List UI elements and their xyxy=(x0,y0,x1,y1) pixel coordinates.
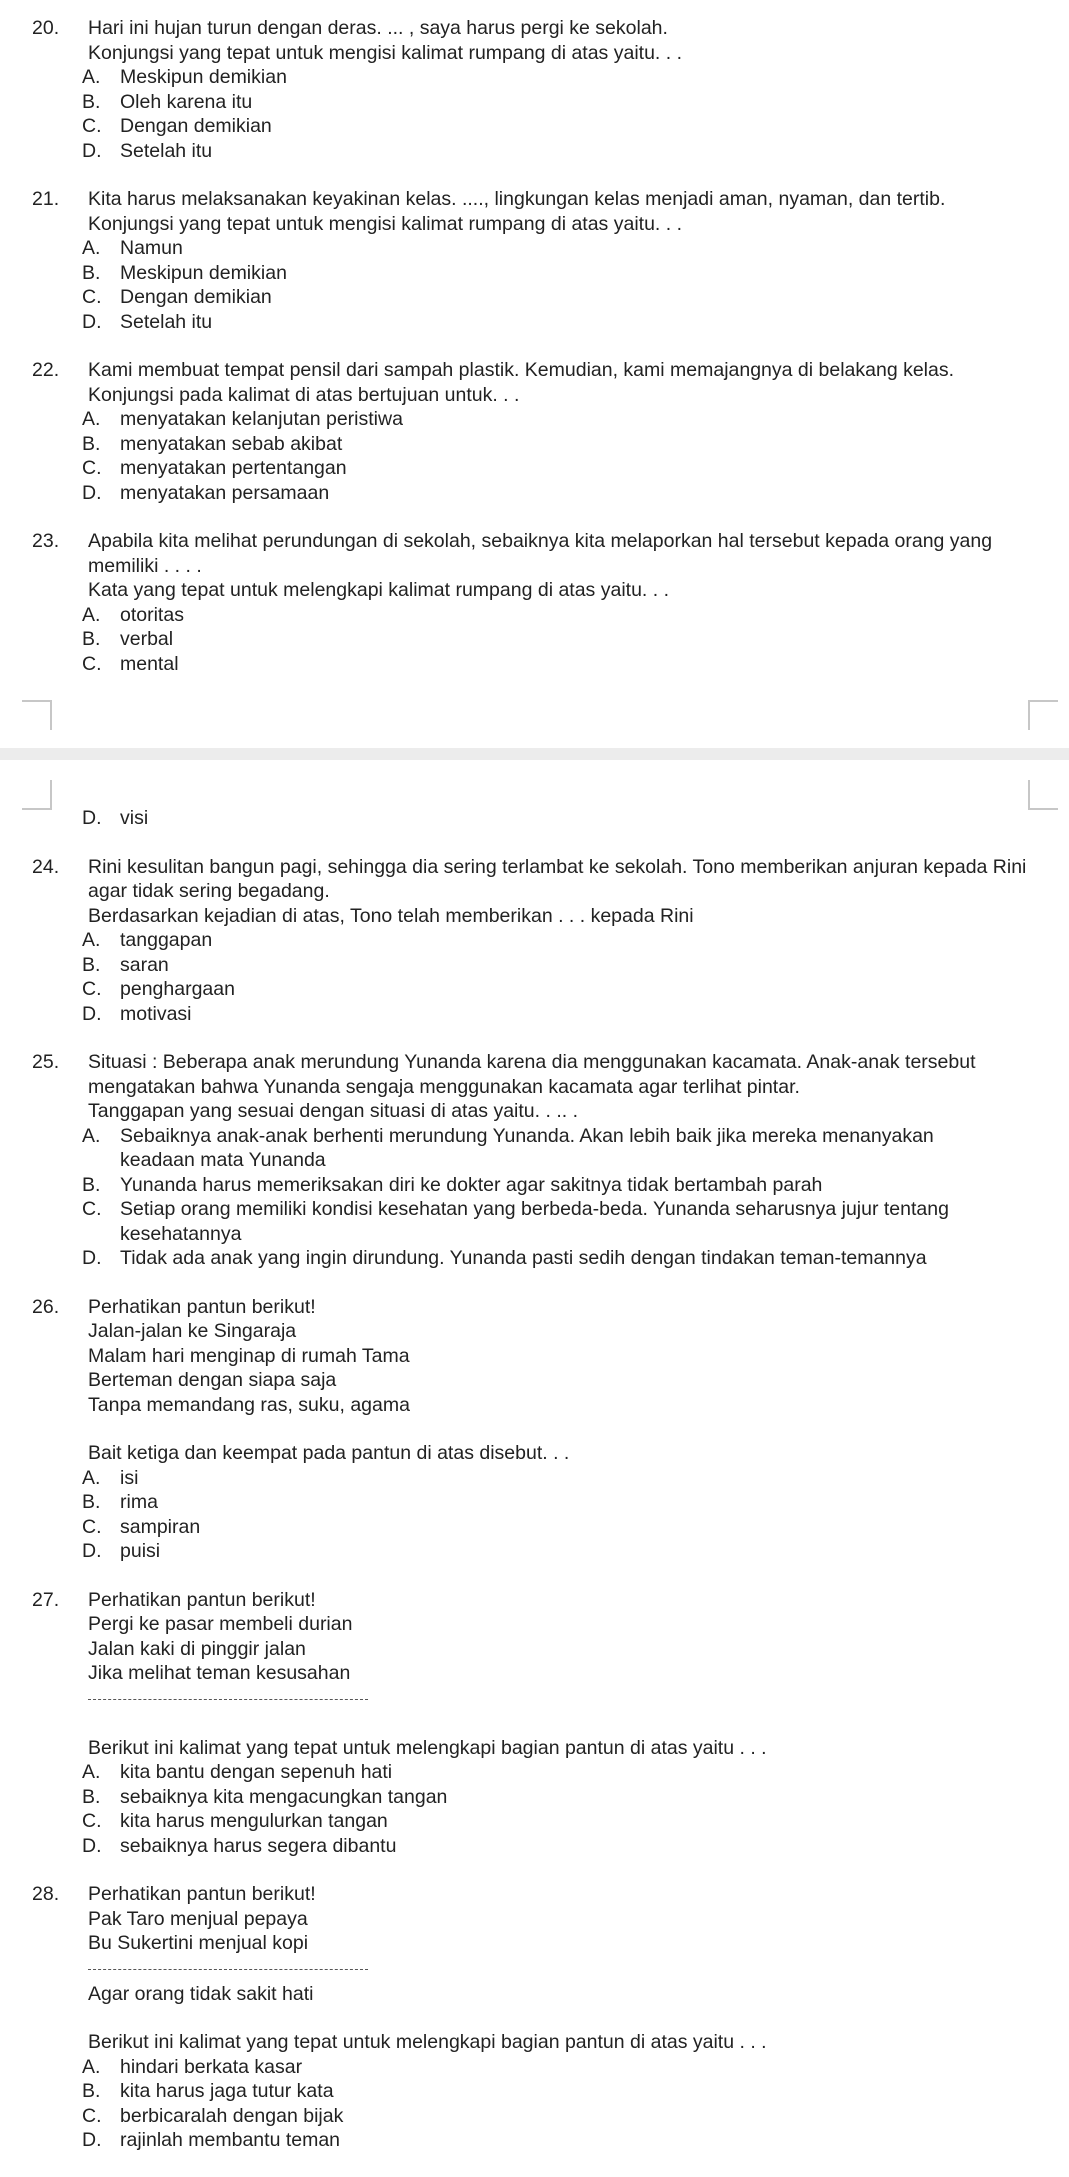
option-b: B. Yunanda harus memeriksakan diri ke dokter agar sakitnya tidak bertambah parah xyxy=(82,1173,823,1196)
option-b: B. verbal xyxy=(82,628,174,650)
question-instruction: Bait ketiga dan keempat pada pantun di atas disebut. . . xyxy=(88,1442,570,1464)
pantun-line: Bu Sukertini menjual kopi xyxy=(88,1932,309,1954)
question-text: Kita harus melaksanakan keyakinan kelas. ...., lingkungan kelas menjadi aman, nyaman, dan tertib. xyxy=(88,188,946,210)
pantun-line: Agar orang tidak sakit hati xyxy=(88,1982,314,2005)
option-c-continued: kesehatannya xyxy=(120,1222,242,1245)
question-text: Apabila kita melihat perundungan di sekolah, sebaiknya kita melaporkan hal tersebut kepada orang yang memiliki . . . . xyxy=(88,530,993,577)
crop-mark xyxy=(22,780,52,810)
option-a: A. tanggapan xyxy=(82,929,213,951)
question-text: Rini kesulitan bangun pagi, sehingga dia sering terlambat ke sekolah. Tono memberikan anjuran kepada Rini agar tidak sering begadang. xyxy=(88,855,1027,902)
document-page-2 xyxy=(0,760,1069,2165)
question-number: 28. xyxy=(32,1883,60,1905)
question-26 xyxy=(0,1295,1069,1564)
pantun-line: Jalan-jalan ke Singaraja xyxy=(88,1320,297,1342)
page-1-content xyxy=(0,16,1069,700)
document-page-1 xyxy=(0,0,1069,748)
question-20 xyxy=(0,16,1069,163)
pantun-line: Pergi ke pasar membeli durian xyxy=(88,1613,353,1635)
option-a-continued: keadaan mata Yunanda xyxy=(120,1149,326,1171)
option-a: A. Meskipun demikian xyxy=(82,66,287,88)
question-text: Perhatikan pantun berikut! xyxy=(88,1883,316,1905)
crop-mark xyxy=(1028,780,1058,810)
option-b: B. menyatakan sebab akibat xyxy=(82,432,343,455)
question-instruction: Berikut ini kalimat yang tepat untuk melengkapi bagian pantun di atas yaitu . . . xyxy=(88,2031,767,2053)
option-a: A. otoritas xyxy=(82,603,184,626)
option-a: A. Namun xyxy=(82,237,183,259)
option-d: D. sebaiknya harus segera dibantu xyxy=(82,1834,397,1857)
option-d: D. Setelah itu xyxy=(82,310,213,333)
question-24 xyxy=(0,855,1069,1027)
option-a: A. hindari berkata kasar xyxy=(82,2055,303,2078)
question-number: 20. xyxy=(32,17,60,39)
option-a: A. kita bantu dengan sepenuh hati xyxy=(82,1761,393,1783)
option-b: B. sebaiknya kita mengacungkan tangan xyxy=(82,1785,448,1808)
blank-line xyxy=(88,1699,368,1700)
option-b: B. saran xyxy=(82,953,169,976)
question-instruction: Konjungsi yang tepat untuk mengisi kalimat rumpang di atas yaitu. . . xyxy=(88,41,682,64)
question-instruction: Berdasarkan kejadian di atas, Tono telah memberikan . . . kepada Rini xyxy=(88,904,694,927)
page-break xyxy=(0,748,1069,760)
question-instruction: Konjungsi pada kalimat di atas bertujuan untuk. . . xyxy=(88,383,520,406)
pantun-line: Tanpa memandang ras, suku, agama xyxy=(88,1393,410,1416)
crop-mark xyxy=(1028,700,1058,730)
question-text: Kami membuat tempat pensil dari sampah plastik. Kemudian, kami memajangnya di belakang kelas. xyxy=(88,359,955,381)
question-text: Perhatikan pantun berikut! xyxy=(88,1588,316,1611)
option-b: B. Oleh karena itu xyxy=(82,90,253,113)
pantun-line: Malam hari menginap di rumah Tama xyxy=(88,1344,410,1367)
option-d: D. visi xyxy=(82,807,149,829)
question-instruction: Berikut ini kalimat yang tepat untuk melengkapi bagian pantun di atas yaitu . . . xyxy=(88,1736,767,1759)
option-d: D. Tidak ada anak yang ingin dirundung. Yunanda pasti sedih dengan tindakan teman-temannya xyxy=(82,1247,927,1269)
blank-line xyxy=(88,1969,368,1970)
option-c: C. menyatakan pertentangan xyxy=(82,457,347,479)
pantun-line: Pak Taro menjual pepaya xyxy=(88,1907,308,1930)
question-27 xyxy=(0,1588,1069,1859)
question-number: 24. xyxy=(32,855,60,878)
option-c: C. kita harus mengulurkan tangan xyxy=(82,1810,388,1832)
question-text: Hari ini hujan turun dengan deras. ... , saya harus pergi ke sekolah. xyxy=(88,17,668,39)
question-23 xyxy=(0,529,1069,676)
question-text: Situasi : Beberapa anak merundung Yunanda karena dia menggunakan kacamata. Anak-anak tersebut mengatakan bahwa Yunanda sengaja menggunakan kacamata agar terlihat pintar. xyxy=(88,1051,976,1098)
question-21 xyxy=(0,187,1069,334)
question-instruction: Kata yang tepat untuk melengkapi kalimat rumpang di atas yaitu. . . xyxy=(88,579,670,601)
option-d: D. menyatakan persamaan xyxy=(82,481,330,504)
option-c: C. berbicaralah dengan bijak xyxy=(82,2104,344,2127)
question-number: 22. xyxy=(32,359,60,381)
question-text: Perhatikan pantun berikut! xyxy=(88,1295,316,1318)
option-b: B. rima xyxy=(82,1491,158,1513)
pantun-line: Jalan kaki di pinggir jalan xyxy=(88,1637,306,1660)
option-c: C. Setiap orang memiliki kondisi kesehatan yang berbeda-beda. Yunanda seharusnya jujur tentang xyxy=(82,1198,949,1220)
option-c: C. sampiran xyxy=(82,1515,201,1538)
question-instruction: Konjungsi yang tepat untuk mengisi kalimat rumpang di atas yaitu. . . xyxy=(88,212,682,235)
option-d: D. Setelah itu xyxy=(82,139,213,162)
option-d: D. puisi xyxy=(82,1540,161,1562)
option-a: A. isi xyxy=(82,1466,139,1489)
option-c: C. Dengan demikian xyxy=(82,115,272,137)
question-22 xyxy=(0,358,1069,505)
option-c: C. penghargaan xyxy=(82,978,235,1000)
option-a: A. Sebaiknya anak-anak berhenti merundung Yunanda. Akan lebih baik jika mereka menanyakan xyxy=(82,1124,934,1147)
option-c: C. Dengan demikian xyxy=(82,286,272,308)
option-c: C. mental xyxy=(82,652,179,675)
question-25 xyxy=(0,1050,1069,1271)
question-number: 26. xyxy=(32,1295,60,1318)
question-number: 23. xyxy=(32,530,60,552)
option-d: D. motivasi xyxy=(82,1002,192,1025)
question-number: 25. xyxy=(32,1051,60,1073)
crop-mark xyxy=(22,700,52,730)
page-2-content xyxy=(0,806,1069,2177)
question-number: 27. xyxy=(32,1588,60,1611)
question-23-continued xyxy=(0,806,1069,831)
option-d: D. rajinlah membantu teman xyxy=(82,2129,341,2151)
option-b: B. kita harus jaga tutur kata xyxy=(82,2080,334,2102)
option-b: B. Meskipun demikian xyxy=(82,261,287,284)
question-number: 21. xyxy=(32,188,60,210)
question-28 xyxy=(0,1882,1069,2153)
option-a: A. menyatakan kelanjutan peristiwa xyxy=(82,408,403,430)
question-instruction: Tanggapan yang sesuai dengan situasi di atas yaitu. . .. . xyxy=(88,1100,578,1122)
pantun-line: Berteman dengan siapa saja xyxy=(88,1369,337,1391)
pantun-line: Jika melihat teman kesusahan xyxy=(88,1662,351,1684)
